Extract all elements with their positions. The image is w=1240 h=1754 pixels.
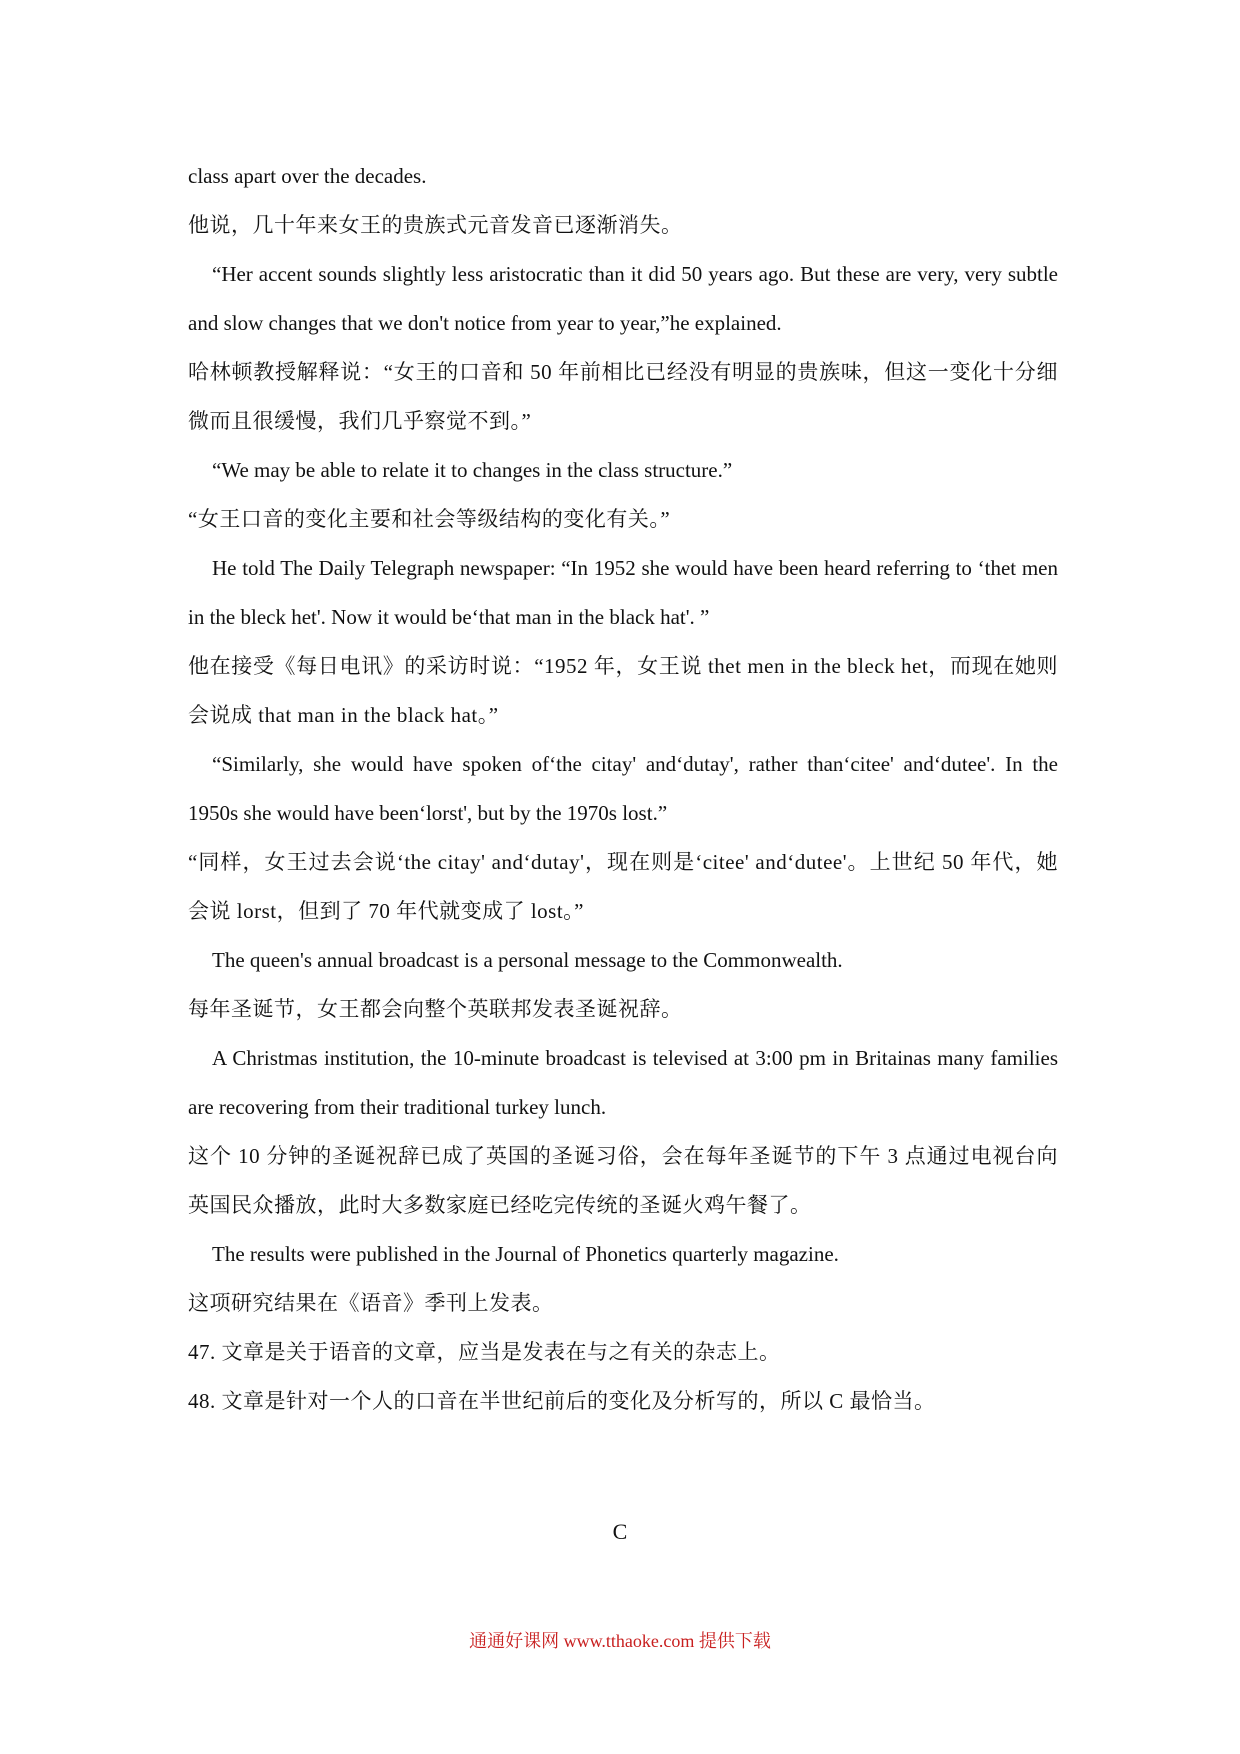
english-paragraph: class apart over the decades. [188, 164, 427, 188]
english-paragraph: A Christmas institution, the 10-minute broadcast is televised at 3:00 pm in Britainas many families are recovering from their traditional turkey lunch. [188, 1046, 1058, 1119]
chinese-translation: 他在接受《每日电讯》的采访时说：“1952 年，女王说 thet men in the bleck het，而现在她则会说成 that man in the black hat。” [188, 654, 1058, 727]
chinese-translation: 每年圣诞节，女王都会向整个英联邦发表圣诞祝辞。 [188, 997, 683, 1021]
section-heading: C [612, 1519, 628, 1544]
english-paragraph: He told The Daily Telegraph newspaper: “In 1952 she would have been heard referring to ‘thet men in the bleck het'. Now it would be‘that man in the black hat'. ” [188, 556, 1058, 629]
english-paragraph: “Her accent sounds slightly less aristocratic than it did 50 years ago. But these are very, very subtle and slow changes that we don't notice from year to year,”he explained. [188, 262, 1058, 335]
chinese-translation: “同样，女王过去会说‘the citay' and‘dutay'，现在则是‘citee' and‘dutee'。上世纪 50 年代，她会说 lorst，但到了 70 年代就变成了 lost。” [188, 850, 1058, 923]
chinese-translation: 他说，几十年来女王的贵族式元音发音已逐渐消失。 [188, 213, 683, 237]
document-body [188, 152, 1058, 1426]
answer-explanation-48: 48. 文章是针对一个人的口音在半世纪前后的变化及分析写的，所以 C 最恰当。 [188, 1389, 936, 1413]
chinese-translation: “女王口音的变化主要和社会等级结构的变化有关。” [188, 507, 671, 531]
english-paragraph: “Similarly, she would have spoken of‘the citay' and‘dutay', rather than‘citee' and‘dutee'. In the 1950s she would have been‘lorst', but by the 1970s lost.” [188, 752, 1058, 825]
answer-explanation-47: 47. 文章是关于语音的文章，应当是发表在与之有关的杂志上。 [188, 1340, 781, 1364]
chinese-translation: 这个 10 分钟的圣诞祝辞已成了英国的圣诞习俗，会在每年圣诞节的下午 3 点通过电视台向英国民众播放，此时大多数家庭已经吃完传统的圣诞火鸡午餐了。 [188, 1144, 1058, 1217]
chinese-translation: 这项研究结果在《语音》季刊上发表。 [188, 1291, 554, 1315]
english-paragraph: “We may be able to relate it to changes in the class structure.” [212, 458, 733, 482]
english-paragraph: The queen's annual broadcast is a personal message to the Commonwealth. [212, 948, 843, 972]
chinese-translation: 哈林顿教授解释说：“女王的口音和 50 年前相比已经没有明显的贵族味，但这一变化十分细微而且很缓慢，我们几乎察觉不到。” [188, 360, 1058, 433]
english-paragraph: The results were published in the Journal of Phonetics quarterly magazine. [212, 1242, 839, 1266]
footer-credit: 通通好课网 www.tthaoke.com 提供下载 [469, 1631, 771, 1651]
